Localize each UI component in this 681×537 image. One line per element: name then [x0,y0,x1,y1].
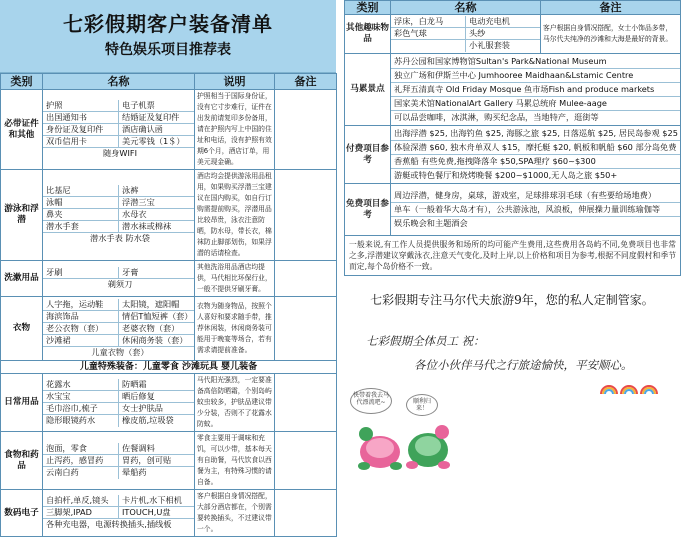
list-item: 防晒霜 [119,379,194,391]
list-item: 云南白药 [43,467,119,479]
remarks-cell [275,490,337,537]
table-row [345,54,681,126]
list-item: 牙刷 [43,267,119,279]
note-cell: 零食主要用于调味和充饥，可以少带，基本每天有自助餐，马代饮食以西餐为主，有特殊习惯的请自备。 [195,432,275,490]
list-item: 水宝宝 [43,391,119,403]
list-item: 浮床，白龙马 [391,16,466,28]
items-cell [43,170,195,261]
category-cell: 免费项目参考 [345,184,391,236]
list-item: 礼拜五清真寺 Old Friday Mosque 鱼市场Fish and produce markets [391,83,680,97]
remarks-cell [275,297,337,361]
list-item: 娱乐晚会和主题酒会 [394,217,468,228]
items-cell [43,490,195,537]
items-cell [43,261,195,297]
list-item: 小礼服套装 [469,40,510,50]
list-item: 泳裤 [119,185,194,197]
list-item: 泡面，零食 [43,443,119,455]
note-cell: 酒店均会提供游泳用品租用，如果购买浮潜三宝建议在国内购买，如自行订购需提前购买，浮潜用品比较昂贵，泳衣注意防晒，防水母，带长衣，棉袜防止脚部划伤，如果浮潜的话请检查。 [195,170,275,261]
list-item: 周边浮潜，健身房，桌球，游戏室，足球排球羽毛球（有些要给场地费） [391,189,680,203]
list-item: 隐形眼镜药水 [43,415,119,427]
list-item: 单车（一般着华大岛才有），公共游泳池，风浪板，伸展操力量训练瑜伽等 [391,203,680,217]
list-item: 牙膏 [119,267,194,279]
list-item: 潜水袜或棉袜 [119,221,194,233]
list-item: 止泻药，感冒药 [43,455,119,467]
list-item: 潜水手表 防水袋 [90,233,150,243]
activities-table [344,0,681,276]
list-item: 花露水 [43,379,119,391]
list-item: 胃药，创可贴 [119,455,194,467]
category-cell: 食物和药品 [1,432,43,490]
note-cell: 衣物为随身物品，按照个人喜好和要求随手带，推荐休闲装，休闲商务装可能用于晚宴等场合，若有需求请提前准备。 [195,297,275,361]
category-cell: 付费项目参考 [345,126,391,184]
list-item: 卡片机,水下相机 [119,495,194,507]
table-row [1,297,337,361]
category-cell: 必带证件和其他 [1,90,43,170]
list-item: 美元零钱（1＄） [119,136,194,148]
table-header-row [345,1,681,15]
notice-paragraph: 一般来说,有工作人员提供服务和场所的均可能产生费用,这些费用各岛屿不同,免费项目也非常之多,浮潜建议穿戴泳衣,注意天气变化,及时上岸,以上价格和项目为参考,根据不同度假村和季节而定,每个岛价格不一致。 [345,236,681,276]
note-cell: 客户根据自身情况搭配，大部分酒店都在，个别需要转换插头，不过建议带一个。 [195,490,275,537]
list-item: 比基尼 [43,185,119,197]
items-cell [43,297,195,361]
header-remarks: 备注 [275,74,337,90]
table-row [1,261,337,297]
category-cell: 马累景点 [345,54,391,126]
list-item: 情侣T恤短裤（套） [119,311,194,323]
list-item: 电动充电机 [466,16,540,28]
paid-cell [391,126,681,184]
speech-bubble-left: 快带着我去马代漂流吧~ [350,388,392,414]
list-item: 酒店确认函 [119,124,194,136]
remarks-cell [275,432,337,490]
list-item: 游艇或特色餐厅和烧烤晚餐 $200~$1000,无人岛之旅 $50+ [394,169,618,180]
table-row [345,236,681,276]
category-cell: 游泳和浮潜 [1,170,43,261]
free-cell [391,184,681,236]
page-subtitle: 特色娱乐项目推荐表 [105,42,231,58]
list-item: 自拍杆,单反,镜头 [43,495,119,507]
list-item: 毛巾浴巾,梳子 [43,403,119,415]
list-item: 佐餐调料 [119,443,194,455]
list-item: 随身WIFI [102,147,137,158]
list-item: 浮潜三宝 [119,197,194,209]
items-cell [43,90,195,170]
remarks-cell [275,90,337,170]
list-item: 泳帽 [43,197,119,209]
table-row [345,15,681,54]
list-item: 水母衣 [119,209,194,221]
header-remarks: 备注 [541,1,681,15]
category-cell: 数码电子 [1,490,43,537]
list-item: 老公衣物（套） [43,323,119,335]
list-item: 剃须刀 [107,278,133,289]
page-title: 七彩假期客户装备清单 [63,12,273,36]
table-row [1,490,337,537]
header-notes: 说明 [195,74,275,90]
remarks-cell [275,374,337,432]
equipment-table [0,73,337,537]
list-item: 海滨饰品 [43,311,119,323]
list-item: 彩色气球 [391,28,466,40]
header-category: 类别 [345,1,391,15]
list-item: 人字拖，运动鞋 [43,299,119,311]
list-item: 鼻夹 [43,209,119,221]
turtle-icons [350,414,460,474]
list-item: 女士护肤品 [119,403,194,415]
items-cell [43,374,195,432]
table-row [345,126,681,184]
list-item: 电子机票 [119,100,194,112]
list-item [391,40,466,52]
items-cell [43,432,195,490]
list-item: 沙滩裙 [43,335,119,347]
list-item: 三脚架,IPAD [43,507,119,519]
list-item: 体验深潜 $60, 独木舟单双人 $15，摩托艇 $20, 帆板和帆船 $60 部分岛免费 [391,141,680,155]
table-row [1,374,337,432]
rainbow-icons [599,378,659,398]
table-row [1,432,337,490]
items-cell [391,15,541,54]
remarks-cell [275,170,337,261]
list-item: 护照 [43,100,119,112]
turtle-illustration [350,388,460,474]
table-row [1,170,337,261]
tagline: 七彩假期专注马尔代夫旅游9年，您的私人定制管家。 [370,293,654,307]
list-item: ITOUCH,U盘 [119,507,194,519]
category-cell: 衣物 [1,297,43,361]
table-row [345,184,681,236]
left-page [0,0,336,533]
list-item: 晒后修复 [119,391,194,403]
list-item: 太阳镜，遮阳帽 [119,299,194,311]
table-row [1,361,337,374]
greeting-line-1: 七彩假期全体员工 祝： [366,334,485,348]
list-item: 身份证及复印件 [43,124,119,136]
category-cell: 日常用品 [1,374,43,432]
header-name: 名称 [391,1,541,15]
category-cell: 洗漱用品 [1,261,43,297]
list-item: 老婆衣物（套） [119,323,194,335]
note-cell: 护照相当于国际身份证，没有它寸步难行，证件在出发前请复印多份备用，请在护照内写上中国的住址和电话，没有护照有效期6个月，酒店订单，用美元现金确。 [195,90,275,170]
header-category: 类别 [1,74,43,90]
list-item: 儿童衣物（套） [91,346,149,357]
list-item: 头纱 [466,28,540,40]
list-item: 休闲商务装（套） [119,335,194,347]
note-cell: 马代阳光强烈，一定要准备高倍防晒霜，个别岛屿蚊虫较多，护肤品建议带少分装，否则不了花露水防蚊。 [195,374,275,432]
header-name: 名称 [43,74,195,90]
note-cell: 其他洗浴用品酒店均提供，马代相比环保行业，一般不提供牙刷牙膏。 [195,261,275,297]
category-cell: 其他趣味物品 [345,15,391,54]
list-item: 潜水手套 [43,221,119,233]
table-header-row [1,74,337,90]
list-item: 结婚证及复印件 [119,112,194,124]
list-item: 晕船药 [122,466,147,477]
note-cell: 客户根据自身情况搭配，女士小饰品多带，马尔代夫纯净的沙滩和大海是最好的背景。 [541,15,681,54]
speech-bubble-right: 顺利归来！ [406,394,438,416]
attractions-cell [391,54,681,126]
list-item: 苏丹公园和国家博物馆Sultan's Park&National Museum [391,55,680,69]
left-header [0,0,336,73]
remarks-cell [275,261,337,297]
list-item: 橡皮筋,垃圾袋 [122,414,174,425]
right-page [344,0,680,476]
list-item: 双币信用卡 [43,136,119,148]
list-item: 各种充电器，电源转换插头,插线板 [46,519,172,529]
table-row [1,90,337,170]
list-item: 出海浮潜 $25, 出海钓鱼 $25, 海豚之旅 $25, 日落巡航 $25, 居民岛参观 $25 [391,127,680,141]
kids-banner: 儿童特殊装备：儿童零食 沙滩玩具 婴儿装备 [1,361,337,374]
list-item: 可以品尝咖啡，冰淇淋，购买纪念品，当地特产，逛街等 [394,111,599,122]
greeting-line-2: 各位小伙伴马代之行旅途愉快，平安顺心。 [414,358,633,372]
list-item: 香蕉船 有些免费,拖拽降落伞 $50,SPA理疗 $60~$300 [391,155,680,169]
list-item: 独立广场和伊斯兰中心 Jumhooree Maidhaan&Lstamic Centre [391,69,680,83]
list-item: 出国通知书 [43,112,119,124]
list-item: 国家美术馆NationalArt Gallery 马累总统府 Mulee-aage [391,97,680,111]
